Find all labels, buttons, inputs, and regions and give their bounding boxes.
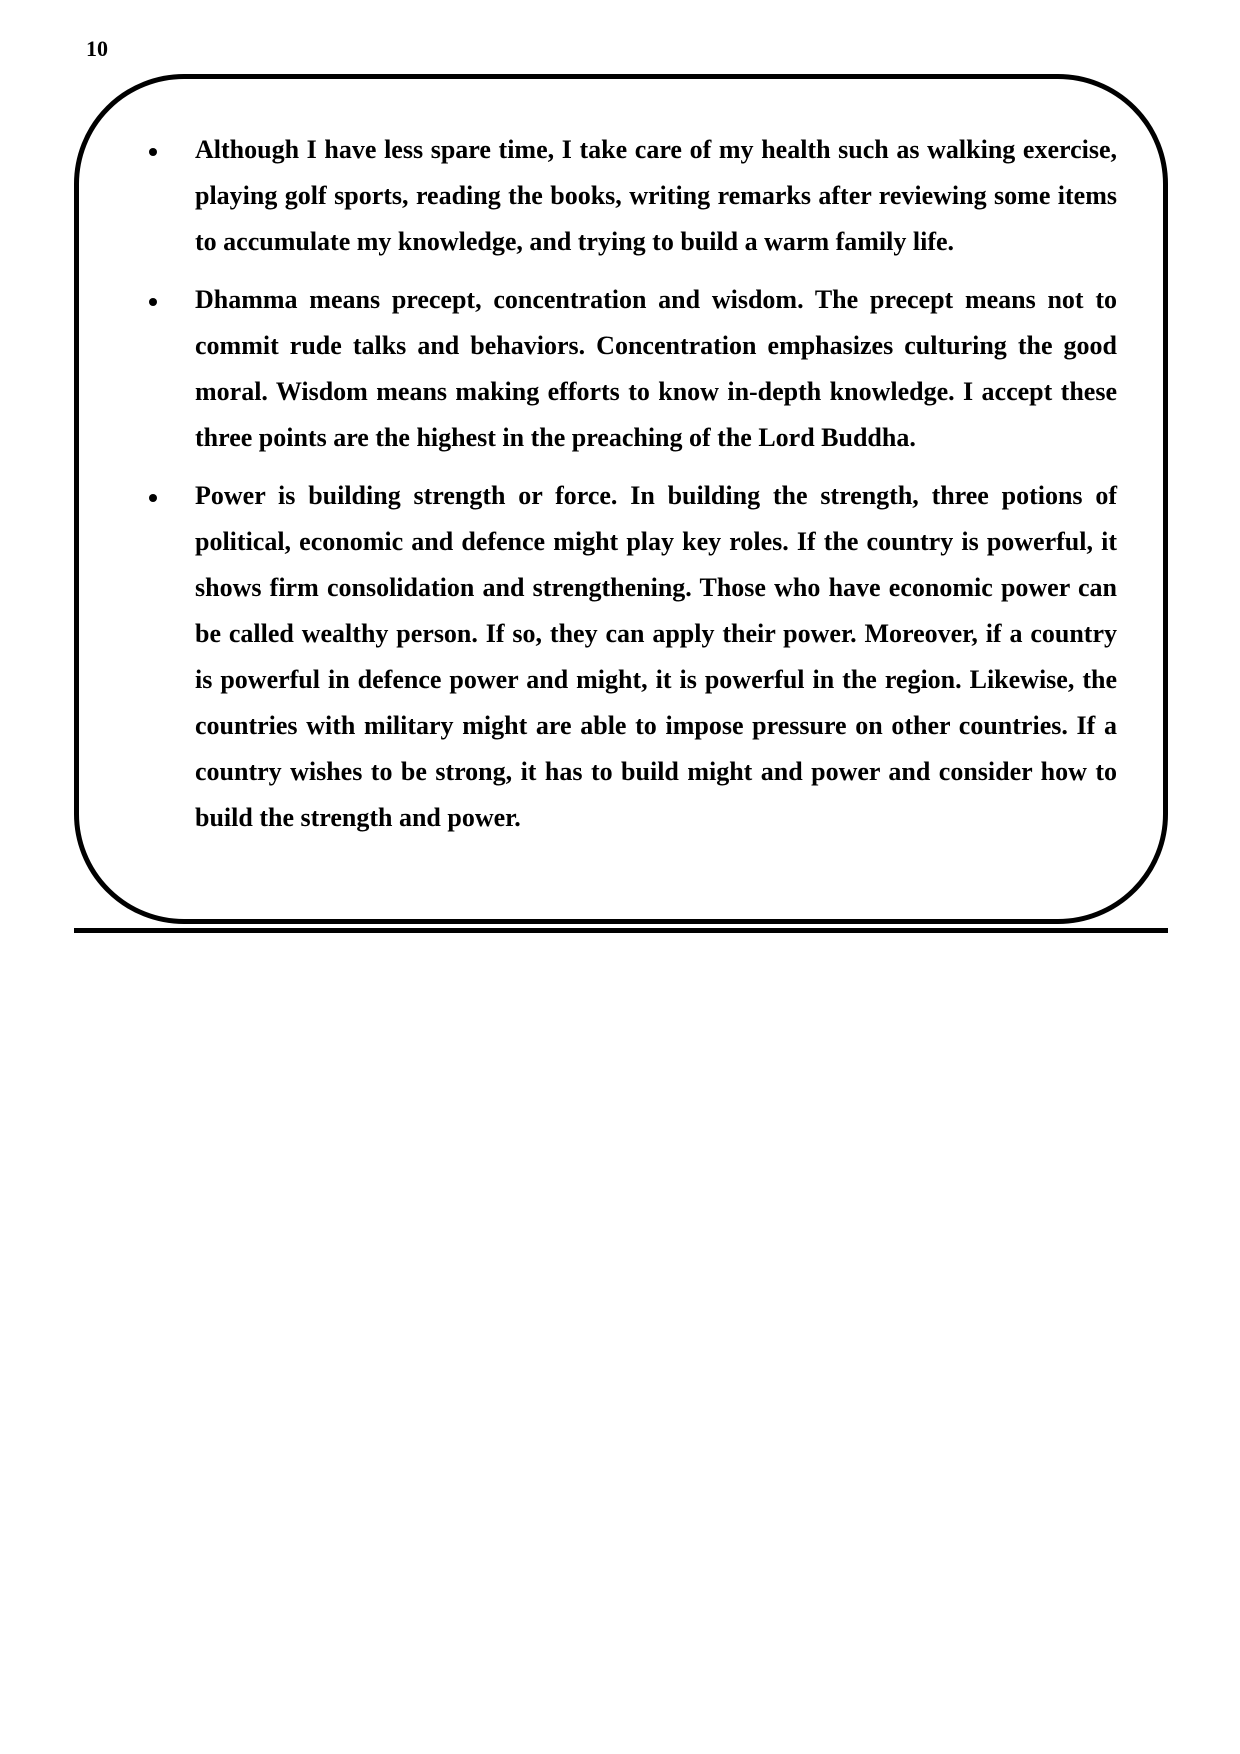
list-item [117, 127, 1117, 265]
bullet-text: Power is building strength or force. In building the strength, three potions of political, economic and defence might play key roles. If the country is powerful, it shows firm consolidation and strengthening. Those who have economic power can be called wealthy person. If so, they can apply their power. Moreover, if a country is powerful in defence power and might, it is powerful in the region. Likewise, the countries with military might are able to impose pressure on other countries. If a country wishes to be strong, it has to build might and power and consider how to build the strength and power. [195, 481, 1117, 832]
bullet-list [117, 127, 1117, 853]
bullet-text: Although I have less spare time, I take care of my health such as walking exercise, playing golf sports, reading the books, writing remarks after reviewing some items to accumulate my knowledge, and trying to build a warm family life. [195, 135, 1117, 256]
rounded-content-box [74, 74, 1168, 924]
bullet-icon [149, 148, 157, 156]
list-item [117, 277, 1117, 461]
bullet-icon [149, 298, 157, 306]
list-item [117, 473, 1117, 841]
horizontal-divider [74, 928, 1168, 933]
bullet-text: Dhamma means precept, concentration and wisdom. The precept means not to commit rude talks and behaviors. Concentration emphasizes culturing the good moral. Wisdom means making efforts to know in-depth knowledge. I accept these three points are the highest in the preaching of the Lord Buddha. [195, 285, 1117, 452]
page-number: 10 [86, 36, 108, 61]
bullet-icon [149, 494, 157, 502]
